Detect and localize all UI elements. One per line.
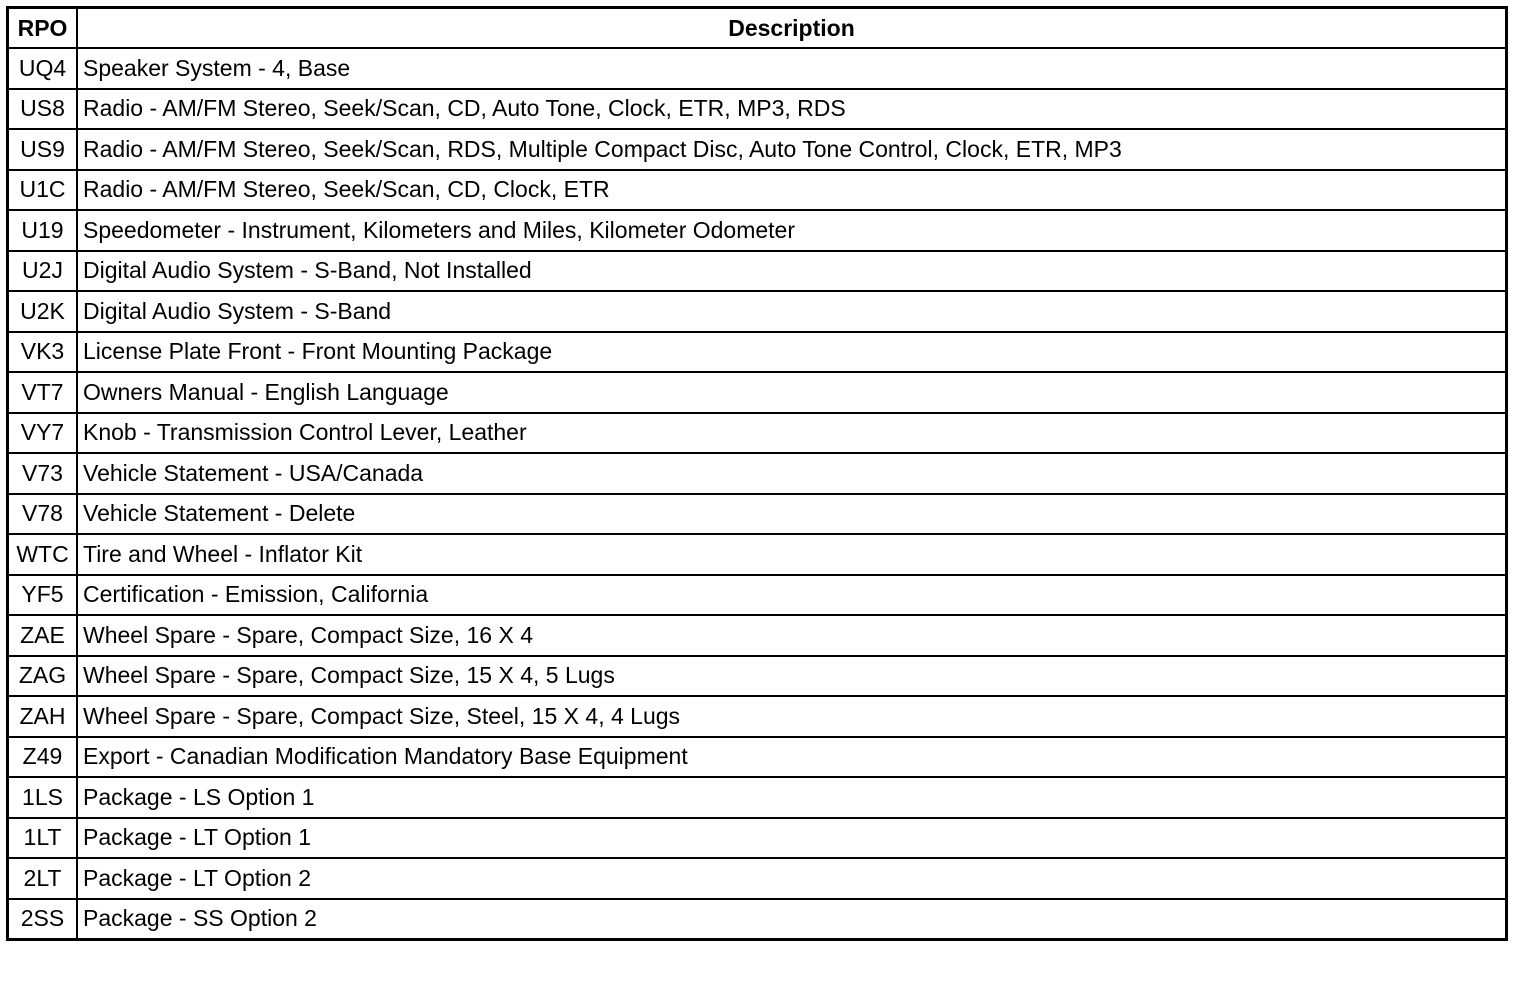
table-row xyxy=(8,332,1507,373)
rpo-code-cell: ZAE xyxy=(8,615,78,656)
description-cell: Digital Audio System - S-Band xyxy=(77,291,1507,332)
description-cell: Package - LS Option 1 xyxy=(77,777,1507,818)
table-row xyxy=(8,858,1507,899)
rpo-code-cell: U19 xyxy=(8,210,78,251)
description-cell: Owners Manual - English Language xyxy=(77,372,1507,413)
rpo-table xyxy=(6,6,1508,941)
table-row xyxy=(8,899,1507,940)
description-cell: Speedometer - Instrument, Kilometers and Miles, Kilometer Odometer xyxy=(77,210,1507,251)
rpo-code-cell: UQ4 xyxy=(8,48,78,89)
table-row xyxy=(8,494,1507,535)
table-row xyxy=(8,89,1507,130)
table-row xyxy=(8,777,1507,818)
description-cell: Wheel Spare - Spare, Compact Size, 15 X 4, 5 Lugs xyxy=(77,656,1507,697)
description-cell: Package - LT Option 2 xyxy=(77,858,1507,899)
header-row xyxy=(8,8,1507,49)
rpo-code-cell: VK3 xyxy=(8,332,78,373)
table-row xyxy=(8,656,1507,697)
rpo-code-cell: US8 xyxy=(8,89,78,130)
table-row xyxy=(8,210,1507,251)
description-cell: Wheel Spare - Spare, Compact Size, Steel, 15 X 4, 4 Lugs xyxy=(77,696,1507,737)
table-row xyxy=(8,453,1507,494)
table-row xyxy=(8,534,1507,575)
rpo-code-cell: V73 xyxy=(8,453,78,494)
table-row xyxy=(8,615,1507,656)
table-row xyxy=(8,575,1507,616)
rpo-code-cell: 1LS xyxy=(8,777,78,818)
description-cell: License Plate Front - Front Mounting Package xyxy=(77,332,1507,373)
rpo-code-cell: 2SS xyxy=(8,899,78,940)
rpo-code-cell: VY7 xyxy=(8,413,78,454)
rpo-code-cell: U2J xyxy=(8,251,78,292)
rpo-code-cell: YF5 xyxy=(8,575,78,616)
rpo-code-cell: VT7 xyxy=(8,372,78,413)
description-cell: Certification - Emission, California xyxy=(77,575,1507,616)
rpo-code-cell: 1LT xyxy=(8,818,78,859)
rpo-code-cell: U2K xyxy=(8,291,78,332)
rpo-column-header: RPO xyxy=(8,8,78,49)
table-row xyxy=(8,818,1507,859)
table-row xyxy=(8,413,1507,454)
table-row xyxy=(8,737,1507,778)
rpo-code-cell: ZAH xyxy=(8,696,78,737)
rpo-code-cell: WTC xyxy=(8,534,78,575)
description-cell: Tire and Wheel - Inflator Kit xyxy=(77,534,1507,575)
description-cell: Package - LT Option 1 xyxy=(77,818,1507,859)
description-cell: Radio - AM/FM Stereo, Seek/Scan, RDS, Multiple Compact Disc, Auto Tone Control, Clock, ETR, MP3 xyxy=(77,129,1507,170)
description-cell: Radio - AM/FM Stereo, Seek/Scan, CD, Clock, ETR xyxy=(77,170,1507,211)
description-cell: Knob - Transmission Control Lever, Leather xyxy=(77,413,1507,454)
rpo-code-cell: 2LT xyxy=(8,858,78,899)
description-cell: Vehicle Statement - Delete xyxy=(77,494,1507,535)
description-cell: Digital Audio System - S-Band, Not Installed xyxy=(77,251,1507,292)
description-cell: Radio - AM/FM Stereo, Seek/Scan, CD, Auto Tone, Clock, ETR, MP3, RDS xyxy=(77,89,1507,130)
description-cell: Export - Canadian Modification Mandatory Base Equipment xyxy=(77,737,1507,778)
table-row xyxy=(8,170,1507,211)
description-cell: Wheel Spare - Spare, Compact Size, 16 X 4 xyxy=(77,615,1507,656)
table-row xyxy=(8,251,1507,292)
rpo-code-cell: ZAG xyxy=(8,656,78,697)
table-row xyxy=(8,291,1507,332)
description-cell: Speaker System - 4, Base xyxy=(77,48,1507,89)
rpo-code-cell: US9 xyxy=(8,129,78,170)
rpo-code-cell: U1C xyxy=(8,170,78,211)
table-row xyxy=(8,48,1507,89)
rpo-code-cell: Z49 xyxy=(8,737,78,778)
description-column-header: Description xyxy=(77,8,1507,49)
table-row xyxy=(8,129,1507,170)
description-cell: Vehicle Statement - USA/Canada xyxy=(77,453,1507,494)
description-cell: Package - SS Option 2 xyxy=(77,899,1507,940)
rpo-code-cell: V78 xyxy=(8,494,78,535)
table-row xyxy=(8,372,1507,413)
table-body xyxy=(8,48,1507,940)
table-row xyxy=(8,696,1507,737)
